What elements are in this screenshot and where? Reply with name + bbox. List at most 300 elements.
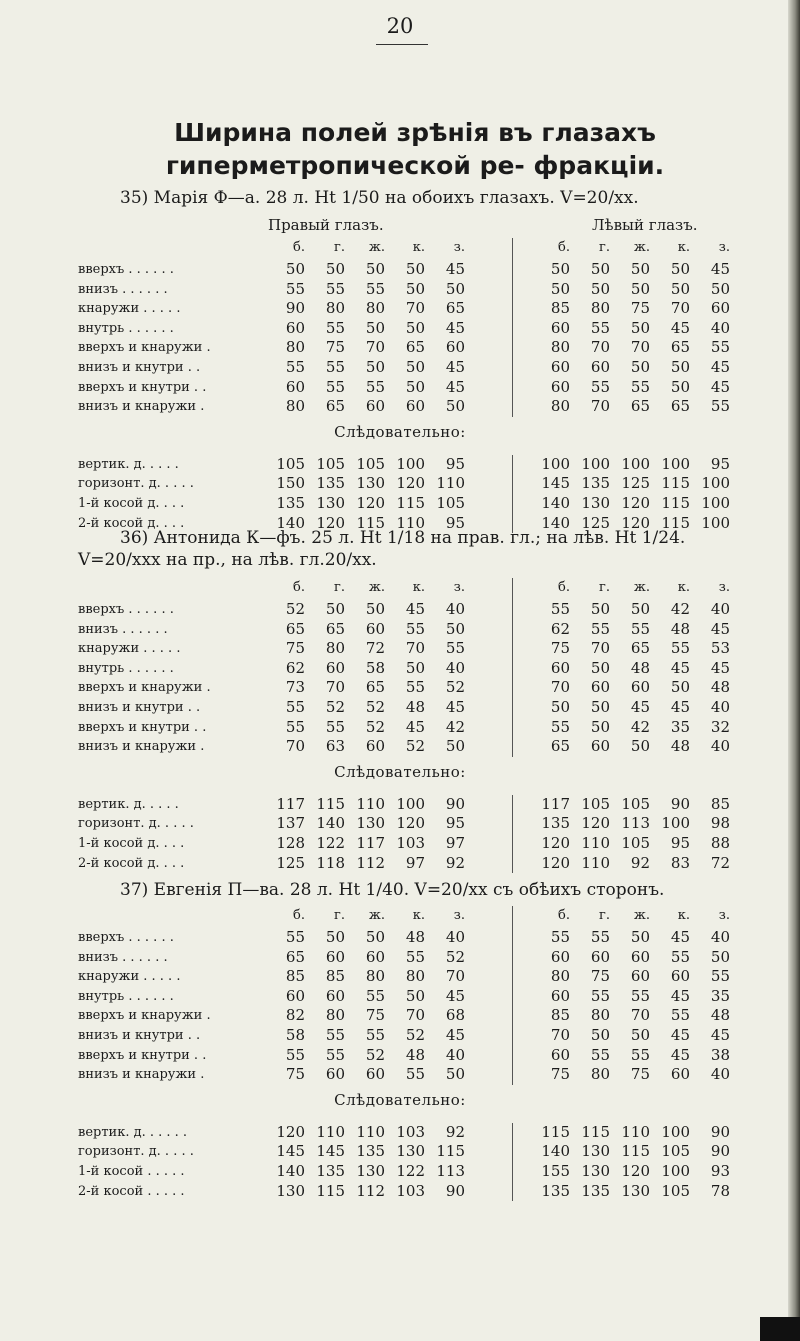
value-cell: 50	[670, 260, 690, 278]
value-cell: 65	[405, 338, 425, 356]
value-cell: 93	[710, 1162, 730, 1180]
value-cell: 100	[396, 455, 425, 473]
value-cell: 60	[630, 678, 650, 696]
value-cell: 45	[710, 378, 730, 396]
value-cell: 110	[356, 795, 385, 813]
value-cell: 115	[581, 1123, 610, 1141]
value-cell: 80	[325, 1006, 345, 1024]
value-cell: 60	[405, 397, 425, 415]
value-cell: 52	[285, 600, 305, 618]
value-cell: 85	[285, 967, 305, 985]
value-cell: 80	[285, 397, 305, 415]
value-cell: 50	[405, 378, 425, 396]
value-cell: 105	[661, 1182, 690, 1200]
value-cell: 103	[396, 834, 425, 852]
value-cell: 115	[661, 514, 690, 532]
case-title: 36) Антонида К—фъ. 25 л. Ht 1/18 на прав. гл.; на лѣв. Ht 1/24.	[120, 528, 686, 548]
value-cell: 55	[590, 319, 610, 337]
value-cell: 62	[285, 659, 305, 677]
value-cell: 112	[356, 854, 385, 872]
row-label: 1-й косой . . . . .	[78, 1164, 185, 1179]
value-cell: 75	[630, 1065, 650, 1083]
left-eye-label: Лѣвый глазъ.	[592, 216, 698, 234]
value-cell: 97	[405, 854, 425, 872]
value-cell: 48	[405, 928, 425, 946]
value-cell: 65	[365, 678, 385, 696]
value-cell: 135	[316, 474, 345, 492]
result-label: Слѣдовательно:	[334, 422, 466, 441]
column-header: б.	[558, 580, 570, 595]
value-cell: 90	[670, 795, 690, 813]
value-cell: 32	[710, 718, 730, 736]
value-cell: 70	[405, 1006, 425, 1024]
row-label: внизъ и кнутри . .	[78, 1028, 201, 1043]
value-cell: 60	[550, 358, 570, 376]
value-cell: 112	[356, 1182, 385, 1200]
value-cell: 52	[365, 1046, 385, 1064]
value-cell: 50	[445, 397, 465, 415]
value-cell: 120	[621, 494, 650, 512]
value-cell: 40	[445, 928, 465, 946]
value-cell: 50	[630, 1026, 650, 1044]
value-cell: 60	[365, 1065, 385, 1083]
column-header: ж.	[368, 580, 385, 595]
column-header: г.	[599, 580, 610, 595]
value-cell: 100	[701, 514, 730, 532]
value-cell: 60	[325, 987, 345, 1005]
value-cell: 105	[276, 455, 305, 473]
value-cell: 45	[445, 260, 465, 278]
value-cell: 135	[316, 1162, 345, 1180]
value-cell: 100	[661, 1123, 690, 1141]
value-cell: 125	[581, 514, 610, 532]
value-cell: 72	[710, 854, 730, 872]
value-cell: 105	[661, 1142, 690, 1160]
value-cell: 55	[365, 280, 385, 298]
value-cell: 120	[541, 854, 570, 872]
value-cell: 55	[550, 600, 570, 618]
value-cell: 85	[550, 299, 570, 317]
value-cell: 40	[710, 737, 730, 755]
value-cell: 52	[365, 698, 385, 716]
column-header: к.	[412, 240, 425, 255]
value-cell: 60	[590, 358, 610, 376]
value-cell: 55	[590, 378, 610, 396]
value-cell: 55	[590, 928, 610, 946]
column-header: к.	[412, 580, 425, 595]
value-cell: 50	[405, 280, 425, 298]
value-cell: 50	[590, 718, 610, 736]
value-cell: 50	[670, 358, 690, 376]
row-label: внизъ и кнаружи .	[78, 1067, 205, 1082]
value-cell: 115	[436, 1142, 465, 1160]
value-cell: 55	[670, 1006, 690, 1024]
value-cell: 50	[630, 280, 650, 298]
row-label: вверхъ и кнутри . .	[78, 1048, 207, 1063]
value-cell: 50	[445, 737, 465, 755]
value-cell: 40	[710, 1065, 730, 1083]
value-cell: 128	[276, 834, 305, 852]
value-cell: 50	[550, 260, 570, 278]
value-cell: 82	[285, 1006, 305, 1024]
value-cell: 50	[590, 1026, 610, 1044]
value-cell: 115	[316, 1182, 345, 1200]
value-cell: 105	[621, 834, 650, 852]
value-cell: 145	[541, 474, 570, 492]
value-cell: 55	[630, 620, 650, 638]
value-cell: 120	[356, 494, 385, 512]
value-cell: 103	[396, 1182, 425, 1200]
value-cell: 75	[365, 1006, 385, 1024]
page-heading: Ширина полей зрѣнія въ глазахъ гиперметропической ре- фракціи.	[165, 118, 665, 180]
row-label: 1-й косой д. . . .	[78, 496, 185, 511]
value-cell: 60	[365, 397, 385, 415]
value-cell: 92	[445, 854, 465, 872]
value-cell: 55	[590, 987, 610, 1005]
value-cell: 50	[365, 928, 385, 946]
value-cell: 130	[356, 474, 385, 492]
value-cell: 65	[550, 737, 570, 755]
column-header: г.	[334, 240, 345, 255]
value-cell: 40	[445, 600, 465, 618]
value-cell: 50	[405, 319, 425, 337]
value-cell: 50	[630, 260, 650, 278]
value-cell: 50	[445, 1065, 465, 1083]
value-cell: 52	[405, 737, 425, 755]
row-label: внизъ . . . . . .	[78, 282, 168, 297]
value-cell: 50	[630, 319, 650, 337]
value-cell: 50	[670, 280, 690, 298]
value-cell: 65	[285, 948, 305, 966]
value-cell: 117	[541, 795, 570, 813]
value-cell: 115	[356, 514, 385, 532]
value-cell: 145	[276, 1142, 305, 1160]
value-cell: 60	[590, 737, 610, 755]
column-header: б.	[293, 908, 305, 923]
column-header: к.	[677, 240, 690, 255]
value-cell: 55	[325, 718, 345, 736]
column-header: ж.	[633, 240, 650, 255]
value-cell: 60	[325, 659, 345, 677]
value-cell: 48	[405, 698, 425, 716]
column-header: б.	[558, 240, 570, 255]
value-cell: 55	[710, 338, 730, 356]
value-cell: 65	[325, 397, 345, 415]
value-cell: 55	[325, 358, 345, 376]
row-label: 1-й косой д. . . .	[78, 836, 185, 851]
value-cell: 80	[550, 338, 570, 356]
value-cell: 60	[590, 948, 610, 966]
value-cell: 113	[621, 814, 650, 832]
value-cell: 63	[325, 737, 345, 755]
column-header: г.	[599, 908, 610, 923]
value-cell: 50	[710, 948, 730, 966]
value-cell: 48	[405, 1046, 425, 1064]
value-cell: 55	[550, 718, 570, 736]
row-label: 2-й косой д. . . .	[78, 856, 185, 871]
value-cell: 65	[285, 620, 305, 638]
value-cell: 120	[541, 834, 570, 852]
value-cell: 113	[436, 1162, 465, 1180]
column-header: б.	[293, 580, 305, 595]
value-cell: 60	[285, 319, 305, 337]
value-cell: 55	[285, 718, 305, 736]
value-cell: 50	[630, 600, 650, 618]
column-header: з.	[453, 908, 465, 923]
value-cell: 60	[445, 338, 465, 356]
value-cell: 110	[356, 1123, 385, 1141]
row-label: вверхъ . . . . . .	[78, 602, 174, 617]
value-cell: 130	[581, 1162, 610, 1180]
value-cell: 45	[710, 620, 730, 638]
value-cell: 58	[365, 659, 385, 677]
value-cell: 80	[590, 299, 610, 317]
value-cell: 65	[630, 639, 650, 657]
row-label: внутрь . . . . . .	[78, 989, 174, 1004]
value-cell: 48	[710, 1006, 730, 1024]
value-cell: 50	[630, 358, 650, 376]
value-cell: 80	[405, 967, 425, 985]
value-cell: 45	[445, 698, 465, 716]
page-number-rule	[376, 44, 428, 45]
value-cell: 55	[710, 397, 730, 415]
value-cell: 110	[436, 474, 465, 492]
value-cell: 50	[325, 600, 345, 618]
value-cell: 45	[710, 1026, 730, 1044]
value-cell: 55	[405, 620, 425, 638]
value-cell: 40	[710, 319, 730, 337]
column-header: з.	[718, 580, 730, 595]
column-divider	[512, 238, 513, 417]
value-cell: 115	[661, 494, 690, 512]
value-cell: 45	[445, 987, 465, 1005]
value-cell: 53	[710, 639, 730, 657]
case-title: 35) Марія Ф—а. 28 л. Ht 1/50 на обоихъ глазахъ. V=20/xx.	[120, 188, 639, 208]
value-cell: 55	[285, 358, 305, 376]
value-cell: 48	[670, 737, 690, 755]
value-cell: 55	[365, 378, 385, 396]
value-cell: 45	[670, 1026, 690, 1044]
value-cell: 75	[285, 639, 305, 657]
result-label: Слѣдовательно:	[334, 762, 466, 781]
value-cell: 60	[550, 319, 570, 337]
value-cell: 122	[316, 834, 345, 852]
value-cell: 117	[356, 834, 385, 852]
value-cell: 100	[541, 455, 570, 473]
value-cell: 45	[670, 1046, 690, 1064]
value-cell: 120	[396, 814, 425, 832]
value-cell: 80	[590, 1006, 610, 1024]
value-cell: 52	[405, 1026, 425, 1044]
value-cell: 70	[630, 338, 650, 356]
value-cell: 48	[670, 620, 690, 638]
value-cell: 135	[356, 1142, 385, 1160]
row-label: внизъ . . . . . .	[78, 950, 168, 965]
column-header: з.	[718, 240, 730, 255]
value-cell: 60	[630, 967, 650, 985]
column-header: г.	[599, 240, 610, 255]
value-cell: 105	[436, 494, 465, 512]
row-label: 2-й косой . . . . .	[78, 1184, 185, 1199]
value-cell: 38	[710, 1046, 730, 1064]
value-cell: 130	[581, 494, 610, 512]
value-cell: 60	[670, 1065, 690, 1083]
column-divider	[512, 578, 513, 757]
value-cell: 75	[550, 639, 570, 657]
row-label: внизъ и кнаружи .	[78, 399, 205, 414]
row-label: внутрь . . . . . .	[78, 661, 174, 676]
value-cell: 130	[581, 1142, 610, 1160]
column-header: ж.	[633, 908, 650, 923]
value-cell: 73	[285, 678, 305, 696]
row-label: кнаружи . . . . .	[78, 969, 181, 984]
page-corner	[760, 1317, 800, 1341]
value-cell: 45	[405, 718, 425, 736]
value-cell: 65	[445, 299, 465, 317]
value-cell: 45	[445, 358, 465, 376]
value-cell: 92	[630, 854, 650, 872]
value-cell: 150	[276, 474, 305, 492]
value-cell: 55	[285, 1046, 305, 1064]
value-cell: 50	[710, 280, 730, 298]
value-cell: 70	[365, 338, 385, 356]
value-cell: 42	[670, 600, 690, 618]
value-cell: 60	[365, 948, 385, 966]
value-cell: 88	[710, 834, 730, 852]
value-cell: 70	[550, 678, 570, 696]
value-cell: 45	[445, 378, 465, 396]
value-cell: 92	[445, 1123, 465, 1141]
value-cell: 140	[541, 494, 570, 512]
column-header: з.	[718, 908, 730, 923]
value-cell: 100	[581, 455, 610, 473]
value-cell: 115	[396, 494, 425, 512]
value-cell: 55	[325, 280, 345, 298]
value-cell: 70	[590, 639, 610, 657]
value-cell: 137	[276, 814, 305, 832]
value-cell: 75	[550, 1065, 570, 1083]
value-cell: 50	[365, 358, 385, 376]
value-cell: 120	[396, 474, 425, 492]
value-cell: 65	[630, 397, 650, 415]
value-cell: 95	[445, 514, 465, 532]
value-cell: 55	[550, 928, 570, 946]
value-cell: 90	[445, 795, 465, 813]
value-cell: 95	[710, 455, 730, 473]
value-cell: 110	[396, 514, 425, 532]
value-cell: 95	[445, 455, 465, 473]
value-cell: 55	[630, 987, 650, 1005]
value-cell: 120	[316, 514, 345, 532]
value-cell: 40	[445, 1046, 465, 1064]
value-cell: 115	[661, 474, 690, 492]
value-cell: 70	[325, 678, 345, 696]
value-cell: 115	[621, 1142, 650, 1160]
value-cell: 70	[590, 397, 610, 415]
value-cell: 155	[541, 1162, 570, 1180]
case-subtitle: V=20/xxx на пр., на лѣв. гл.20/xx.	[78, 550, 377, 570]
value-cell: 35	[670, 718, 690, 736]
value-cell: 60	[550, 1046, 570, 1064]
value-cell: 98	[710, 814, 730, 832]
value-cell: 45	[445, 319, 465, 337]
value-cell: 50	[365, 319, 385, 337]
value-cell: 120	[621, 1162, 650, 1180]
value-cell: 75	[590, 967, 610, 985]
value-cell: 50	[325, 928, 345, 946]
value-cell: 50	[630, 928, 650, 946]
column-divider	[512, 906, 513, 1085]
value-cell: 70	[405, 639, 425, 657]
value-cell: 55	[405, 678, 425, 696]
row-label: кнаружи . . . . .	[78, 641, 181, 656]
value-cell: 70	[405, 299, 425, 317]
value-cell: 50	[550, 698, 570, 716]
value-cell: 52	[325, 698, 345, 716]
case-title: 37) Евгенія П—ва. 28 л. Ht 1/40. V=20/xx съ обѣихъ сторонъ.	[120, 880, 665, 900]
value-cell: 55	[325, 378, 345, 396]
value-cell: 58	[285, 1026, 305, 1044]
column-header: ж.	[633, 580, 650, 595]
value-cell: 80	[285, 338, 305, 356]
value-cell: 130	[621, 1182, 650, 1200]
value-cell: 65	[670, 397, 690, 415]
value-cell: 42	[630, 718, 650, 736]
value-cell: 50	[405, 260, 425, 278]
row-label: 2-й косой д. . . .	[78, 516, 185, 531]
value-cell: 80	[325, 299, 345, 317]
value-cell: 45	[710, 260, 730, 278]
value-cell: 80	[365, 299, 385, 317]
value-cell: 70	[670, 299, 690, 317]
value-cell: 50	[445, 280, 465, 298]
value-cell: 50	[590, 260, 610, 278]
value-cell: 60	[590, 678, 610, 696]
value-cell: 48	[710, 678, 730, 696]
value-cell: 50	[670, 678, 690, 696]
value-cell: 50	[670, 378, 690, 396]
value-cell: 85	[710, 795, 730, 813]
value-cell: 42	[445, 718, 465, 736]
value-cell: 60	[365, 737, 385, 755]
value-cell: 50	[590, 659, 610, 677]
value-cell: 45	[670, 928, 690, 946]
value-cell: 80	[325, 639, 345, 657]
value-cell: 135	[541, 814, 570, 832]
page-edge	[788, 0, 800, 1341]
value-cell: 110	[316, 1123, 345, 1141]
value-cell: 50	[445, 620, 465, 638]
value-cell: 80	[550, 397, 570, 415]
value-cell: 75	[325, 338, 345, 356]
row-label: внизъ и кнаружи .	[78, 739, 205, 754]
value-cell: 52	[445, 678, 465, 696]
value-cell: 55	[590, 620, 610, 638]
value-cell: 35	[710, 987, 730, 1005]
row-label: вертик. д. . . . . .	[78, 1125, 188, 1140]
value-cell: 60	[550, 987, 570, 1005]
value-cell: 52	[445, 948, 465, 966]
value-cell: 122	[396, 1162, 425, 1180]
value-cell: 78	[710, 1182, 730, 1200]
value-cell: 50	[550, 280, 570, 298]
row-label: вверхъ и кнаружи .	[78, 680, 211, 695]
value-cell: 80	[550, 967, 570, 985]
value-cell: 140	[276, 514, 305, 532]
value-cell: 60	[550, 659, 570, 677]
value-cell: 75	[285, 1065, 305, 1083]
value-cell: 72	[365, 639, 385, 657]
